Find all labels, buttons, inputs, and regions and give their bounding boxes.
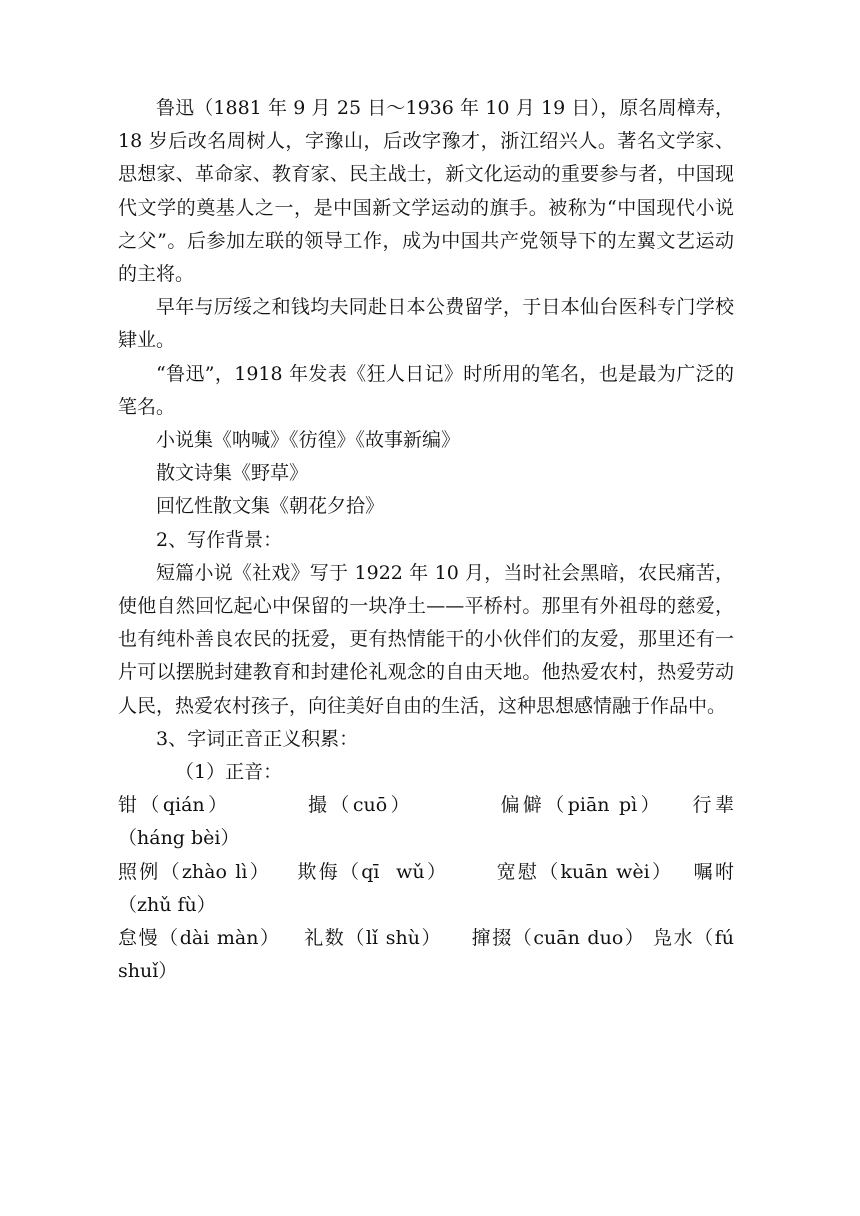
paragraph-novel-collections: 小说集《呐喊》《彷徨》《故事新编》: [156, 429, 461, 452]
pinyin-term: 撺掇（cuān duo）: [470, 927, 646, 950]
pinyin-term: 凫水（fú shuǐ）: [118, 927, 741, 983]
paragraph-background: 短篇小说《社戏》写于 1922 年 10 月，当时社会黑暗，农民痛苦，使他自然回忆起心中保留的一块净土——平桥村。那里有外祖母的慈爱，也有纯朴善良农民的抚爱，更有热情能干的小伙伴们的友爱，那里还有一片可以摆脱封建教育和封建伦礼观念的自由天地。他热爱农村，热爱劳动人民，热爱农村孩子，向往美好自由的生活，这种思想感情融于作品中。: [118, 561, 734, 717]
pinyin-term: 怠慢（dài màn）: [118, 927, 281, 950]
heading-vocabulary: 3、字词正音正义积累：: [156, 727, 359, 750]
paragraph-study-abroad: 早年与厉绥之和钱均夫同赴日本公费留学，于日本仙台医科专门学校肄业。: [118, 296, 734, 352]
paragraph-memoir-essays: 回忆性散文集《朝花夕拾》: [156, 495, 385, 518]
pinyin-term: 欺侮（qī wǔ）: [295, 860, 449, 883]
pinyin-term: 宽慰（kuān wèi）: [494, 860, 674, 883]
paragraph-prose-poems: 散文诗集《野草》: [156, 462, 309, 485]
pinyin-row-2: [118, 856, 734, 922]
heading-pronunciation: （1）正音：: [175, 761, 283, 784]
pinyin-term: 礼数（lǐ shù）: [302, 927, 443, 950]
pinyin-term: 钳（qián）: [118, 794, 231, 817]
pinyin-term: 偏僻（piān pì）: [497, 794, 664, 817]
pinyin-term: 撮（cuō）: [304, 794, 414, 817]
pinyin-term: 行辈（háng bèi）: [118, 794, 734, 850]
heading-writing-background: 2、写作背景：: [156, 528, 283, 551]
paragraph-biography: 鲁迅（1881 年 9 月 25 日～1936 年 10 月 19 日），原名周樟寿，18 岁后改名周树人，字豫山，后改字豫才，浙江绍兴人。著名文学家、思想家、革命家、教育家、民主战士，新文化运动的重要参与者，中国现代文学的奠基人之一，是中国新文学运动的旗手。被称为“中国现代小说之父”。后参加左联的领导工作，成为中国共产党领导下的左翼文艺运动的主将。: [118, 97, 734, 286]
document-page: [118, 92, 741, 988]
paragraph-pen-name: “鲁迅”，1918 年发表《狂人日记》时所用的笔名，也是最为广泛的笔名。: [118, 362, 734, 418]
pinyin-term: 照例（zhào lì）: [118, 860, 272, 883]
pinyin-row-3: [118, 922, 741, 988]
pinyin-row-1: [118, 789, 734, 855]
pinyin-term: 嘱咐（zhǔ fù）: [118, 860, 734, 916]
